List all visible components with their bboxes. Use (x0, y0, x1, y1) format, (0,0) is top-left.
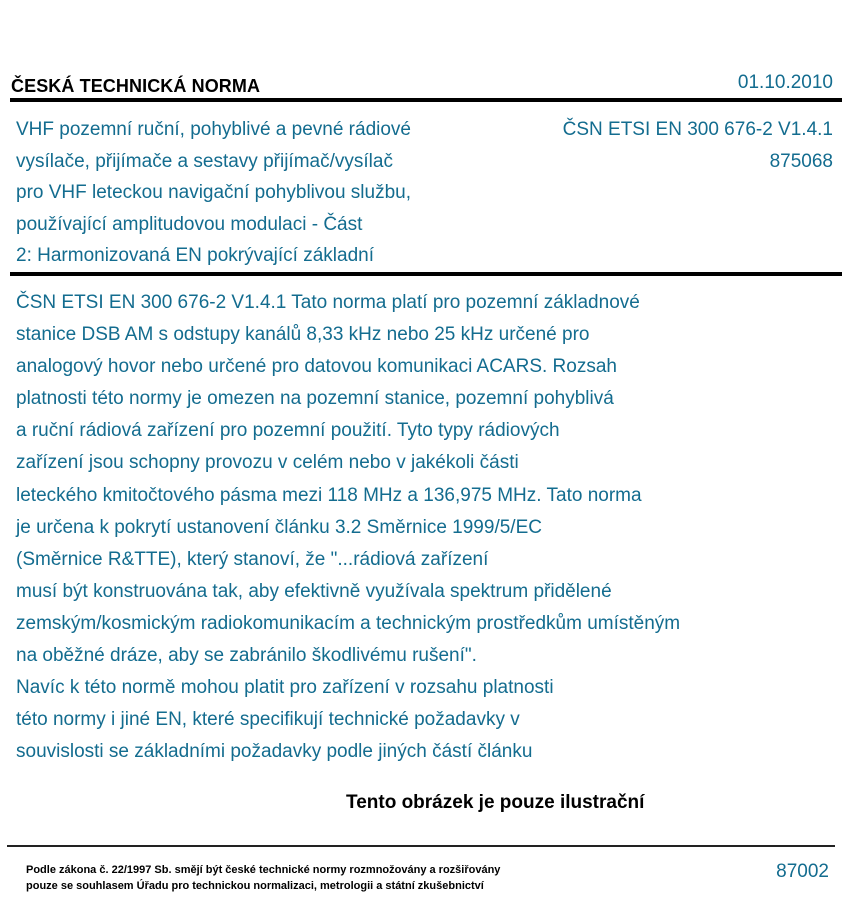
body-line: Navíc k této normě mohou platit pro zařízení v rozsahu platnosti (16, 677, 554, 699)
title-line: používající amplitudovou modulaci - Část (16, 213, 363, 235)
copyright-notice (26, 862, 500, 894)
standard-designation: ČSN ETSI EN 300 676-2 V1.4.1 (562, 119, 833, 140)
document-header-title: ČESKÁ TECHNICKÁ NORMA (11, 76, 261, 96)
body-line: platnosti této normy je omezen na pozemní stanice, pozemní pohyblivá (16, 388, 614, 410)
title-line: pro VHF leteckou navigační pohyblivou službu, (16, 182, 412, 204)
copyright-line: Podle zákona č. 22/1997 Sb. smějí být české technické normy rozmnožovány a rozšiřovány (26, 864, 501, 876)
body-line: ČSN ETSI EN 300 676-2 V1.4.1 Tato norma platí pro pozemní základnové (16, 292, 640, 313)
body-line: je určena k pokrytí ustanovení článku 3.2 Směrnice 1999/5/EC (16, 516, 542, 538)
illustration-note: Tento obrázek je pouze ilustrační (346, 792, 645, 813)
body-line: a ruční rádiová zařízení pro pozemní použití. Tyto typy rádiových (16, 420, 560, 442)
footer-divider (7, 845, 835, 847)
title-divider (10, 272, 842, 276)
title-line: 2: Harmonizovaná EN pokrývající základní (16, 245, 374, 267)
body-line: této normy i jiné EN, které specifikují technické požadavky v (16, 709, 520, 731)
standard-identification (563, 114, 833, 177)
body-line: musí být konstruována tak, aby efektivně využívala spektrum přidělené (16, 580, 612, 602)
title-line: VHF pozemní ruční, pohyblivé a pevné rádiové (16, 119, 411, 140)
body-line: zemským/kosmickým radiokomunikacím a technickým prostředkům umístěným (16, 612, 681, 634)
body-line: zařízení jsou schopny provozu v celém nebo v jakékoli části (16, 452, 519, 474)
body-line: (Směrnice R&TTE), který stanoví, že "...rádiová zařízení (16, 548, 489, 570)
publication-date: 01.10.2010 (737, 72, 833, 93)
scope-text (16, 287, 816, 768)
copyright-line: pouze se souhlasem Úřadu pro technickou normalizaci, metrologii a státní zkušebnictví (26, 880, 484, 892)
header-divider (10, 98, 842, 102)
catalog-number: 875068 (769, 150, 833, 172)
body-line: analogový hovor nebo určené pro datovou komunikaci ACARS. Rozsah (16, 356, 617, 378)
body-line: leteckého kmitočtového pásma mezi 118 MHz a 136,975 MHz. Tato norma (16, 484, 642, 506)
body-line: souvislosti se základními požadavky podle jiných částí článku (16, 741, 533, 763)
body-line: na oběžné dráze, aby se zabránilo škodlivému rušení". (16, 645, 477, 667)
standard-title (16, 114, 486, 272)
title-line: vysílače, přijímače a sestavy přijímač/vysílač (16, 150, 393, 172)
body-line: stanice DSB AM s odstupy kanálů 8,33 kHz nebo 25 kHz určené pro (16, 324, 590, 346)
footer-code: 87002 (776, 861, 829, 882)
